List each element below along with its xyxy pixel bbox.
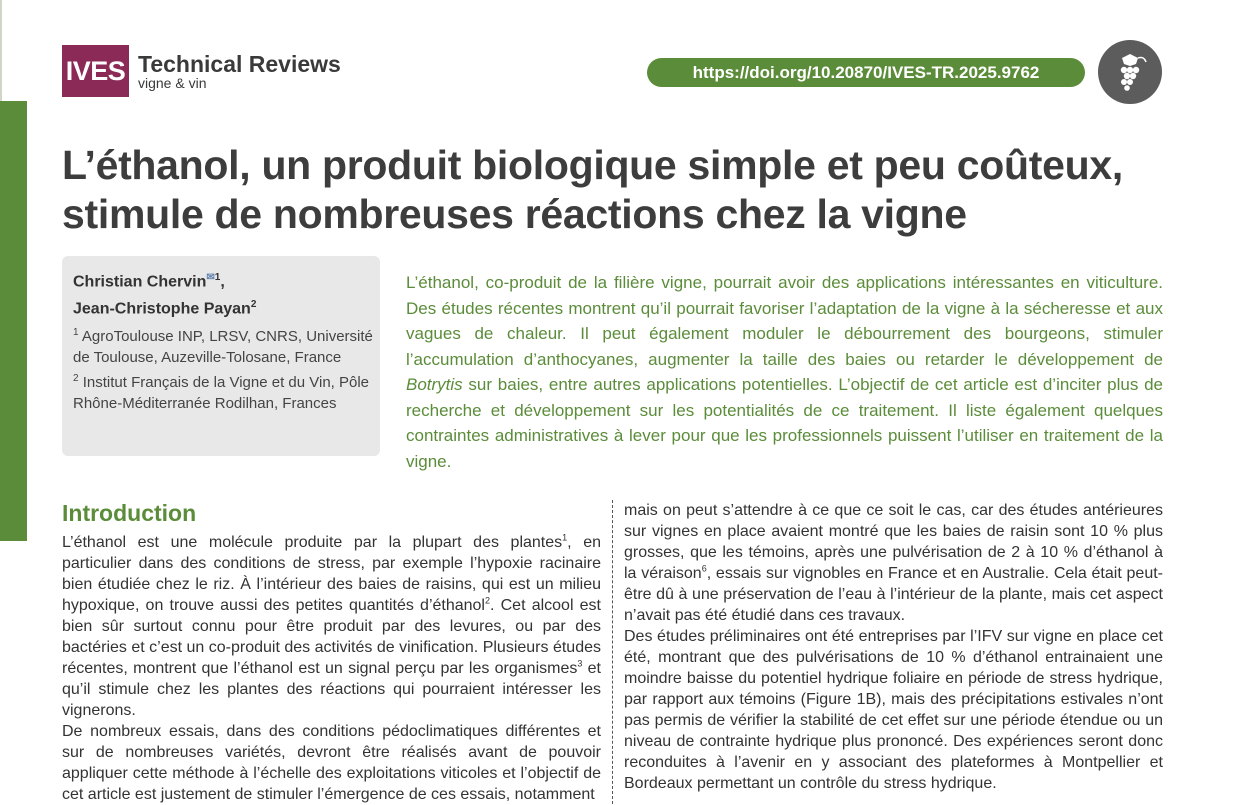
- paragraph: [624, 500, 1163, 626]
- paragraph-text: et qu’il stimule chez les plantes des réactions qui pourraient intéresser les vignerons.: [62, 660, 602, 719]
- citation-ref[interactable]: 1: [562, 532, 568, 543]
- author-name[interactable]: Christian Chervin: [73, 273, 207, 291]
- abstract-text: L’éthanol, co-produit de la filière vigne, pourrait avoir des applications intéressantes en viticulture. Des études récentes montrent qu’il pourrait favoriser l’adaptation de la vigne à la sécheresse et aux vagues de chaleur. Il peut également moduler le débourrement des bourgeons, stimuler l’accumulation d’anthocyanes, augmenter la taille des baies ou retarder le développement de: [406, 273, 1163, 369]
- journal-title: Technical Reviews: [138, 51, 341, 77]
- paragraph: [62, 532, 601, 721]
- paragraph: De nombreux essais, dans des conditions pédoclimatiques différentes et sur de nombreuses variétés, devront être réalisés avant de pouvoir appliquer cette méthode à l’échelle des exploitations viticoles et l’objectif de cet article est justement de stimuler l’émergence de ces essais, notamment: [62, 723, 601, 803]
- doi-link[interactable]: https://doi.org/10.20870/IVES-TR.2025.9762: [647, 58, 1085, 87]
- affiliation-number: 1: [73, 327, 79, 338]
- affiliation-1: [73, 322, 373, 414]
- author-list: [73, 266, 256, 321]
- citation-ref[interactable]: 2: [485, 595, 491, 606]
- paragraph: Des études préliminaires ont été entreprises par l’IFV sur vigne en place cet été, montrant que des pulvérisations de 10 % d’éthanol entrainaient une moindre baisse du potentiel hydrique foliaire en période de stress hydrique, par rapport aux témoins (Figure 1B), mais des précipitations estivales n’ont pas permis de vérifier la stabilité de cet effet sur une période étendue ou un niveau de contrainte hydrique plus prononcé. Des expériences seront donc reconduites à l’avenir en y associant des plateformes à Montpellier et Bordeaux permettant un contrôle du stress hydrique.: [624, 628, 1163, 792]
- paragraph-text: , essais sur vignobles en France et en Australie. Cela était peut-être dû à une préservation de l’eau à l’intérieur de la plante, mais cet aspect n’avait pas été étudié dans ces travaux.: [624, 565, 1164, 624]
- citation-ref[interactable]: 3: [577, 658, 583, 669]
- section-heading: Introduction: [62, 500, 197, 526]
- body-column-right: [624, 500, 1163, 794]
- envelope-icon[interactable]: ✉: [206, 272, 215, 283]
- author-affiliation-ref: 1: [214, 272, 221, 283]
- body-column-left: [62, 532, 601, 805]
- affiliation-number: 2: [73, 373, 79, 384]
- abstract: [406, 270, 1163, 474]
- author-separator: ,: [220, 273, 225, 291]
- paragraph-text: . Cet alcool est bien sûr surtout connu pour être produit par des levures, ou par des bactéries et c’est un co-produit des activités de vinification. Plusieurs études récentes, montrent que l’éthanol est un signal perçu par les organismes: [62, 597, 602, 677]
- abstract-text: sur baies, entre autres applications potentielles. L’objectif de cet article est d’inciter plus de recherche et développement sur les potentialités de ce traitement. Il liste également quelques contraintes administratives à lever pour que les professionnels puissent l’utiliser en traitement de la vigne.: [406, 375, 1163, 471]
- paragraph-text: L’éthanol est une molécule produite par la plupart des plantes: [62, 534, 563, 551]
- author-panel: [62, 256, 380, 456]
- article-title: L’éthanol, un produit biologique simple et peu coûteux, stimule de nombreuses réactions chez la vigne: [62, 142, 1123, 237]
- affiliation-text: Institut Français de la Vigne et du Vin, Pôle Rhône-Méditerranée Rodilhan, Frances: [73, 374, 370, 412]
- column-divider: [612, 500, 613, 804]
- abstract-italic: Botrytis: [406, 375, 463, 394]
- paragraph-text: , en particulier dans des conditions de stress, par exemple l’hypoxie racinaire bien étudiée chez le riz. À l’intérieur des baies de raisins, qui est un milieu hypoxique, on trouve aussi des petites quantités d’éthanol: [62, 534, 602, 614]
- journal-subtitle: vigne & vin: [138, 75, 207, 91]
- page-edge-line: [0, 0, 2, 101]
- ives-logo: IVES: [62, 45, 129, 97]
- grape-vine-icon: [1098, 40, 1162, 104]
- citation-ref[interactable]: 6: [701, 563, 707, 574]
- author-name[interactable]: Jean-Christophe Payan: [73, 300, 251, 318]
- author-affiliation-ref: 2: [250, 299, 257, 311]
- affiliation-text: AgroToulouse INP, LRSV, CNRS, Université de Toulouse, Auzeville-Tolosane, France: [73, 328, 373, 366]
- side-accent-bar: [0, 101, 27, 541]
- paragraph-text: mais on peut s’attendre à ce que ce soit le cas, car des études antérieures sur vignes en place avaient montré que les baies de raisin sont 10 % plus grosses, que les témoins, après une pulvérisation de 2 à 10 % d’éthanol à la véraison: [624, 502, 1163, 582]
